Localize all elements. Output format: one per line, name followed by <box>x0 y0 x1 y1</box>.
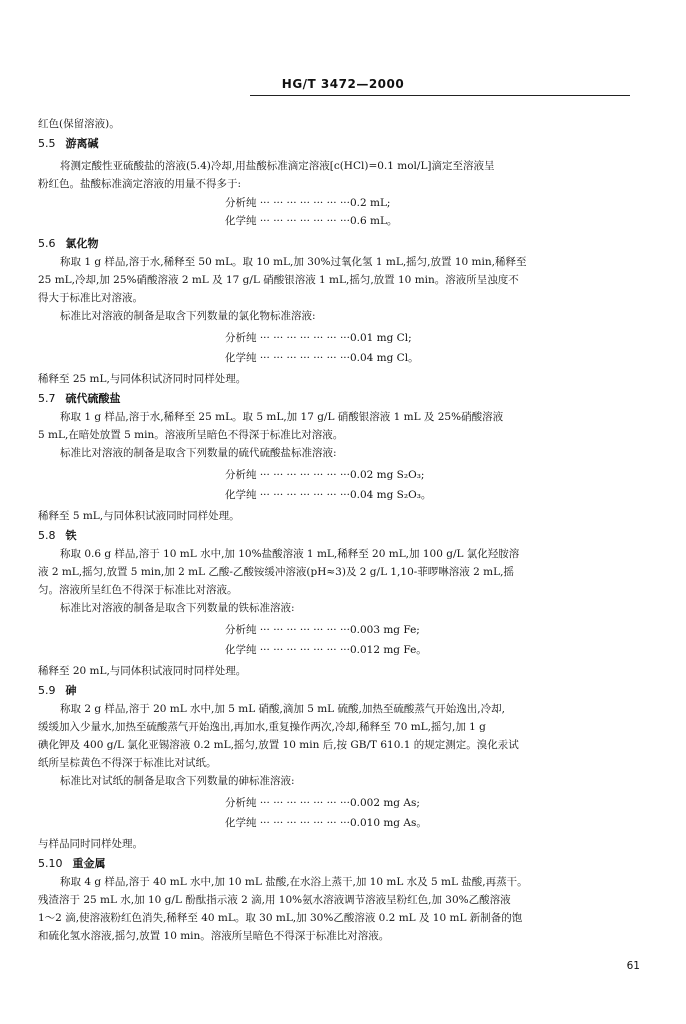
section-title: 砷 <box>65 684 77 697</box>
paragraph-line: 得大于标准比对溶液。 <box>38 292 143 304</box>
paragraph-line: 标准比对试纸的制备是取含下列数量的砷标准溶液: <box>60 775 295 787</box>
section-title: 硫代硫酸盐 <box>65 392 121 405</box>
paragraph-line: 稀释至 5 mL,与同体积试液同时同样处理。 <box>38 510 240 522</box>
paragraph-line: 标准比对溶液的制备是取含下列数量的铁标准溶液: <box>60 602 295 614</box>
paragraph-line: 纸所呈棕黄色不得深于标准比对试纸。 <box>38 757 217 769</box>
paragraph-line: 称取 1 g 样品,溶于水,稀释至 50 mL。取 10 mL,加 30%过氧化氢 1 mL,摇匀,放置 10 min,稀释至 <box>60 256 527 268</box>
header-rule <box>250 95 630 96</box>
paragraph-line: 和硫化氢水溶液,摇匀,放置 10 min。溶液所呈暗色不得深于标准比对溶液。 <box>38 930 390 942</box>
section-number: 5.7 <box>38 392 56 405</box>
section-number: 5.8 <box>38 529 56 542</box>
paragraph-line: 标准比对溶液的制备是取含下列数量的氯化物标准溶液: <box>60 310 316 322</box>
section-number: 5.9 <box>38 684 56 697</box>
standard-code: HG/T 3472—2000 <box>281 77 405 91</box>
spec-line: 分析纯 ··· ··· ··· ··· ··· ··· ···0.02 mg S₂O₃; <box>225 469 425 481</box>
paragraph-line: 称取 0.6 g 样品,溶于 10 mL 水中,加 10%盐酸溶液 1 mL,稀释至 20 mL,加 100 g/L 氯化羟胺溶 <box>60 548 520 560</box>
paragraph-line: 将测定酸性亚硫酸盐的溶液(5.4)冷却,用盐酸标准滴定溶液[c(HCl)=0.1 mol/L]滴定至溶液呈 <box>60 160 495 172</box>
paragraph-line: 残渣溶于 25 mL 水,加 10 g/L 酚酞指示液 2 滴,用 10%氨水溶液调节溶液呈粉红色,加 30%乙酸溶液 <box>38 894 511 906</box>
paragraph-line: 25 mL,冷却,加 25%硝酸溶液 2 mL 及 17 g/L 硝酸银溶液 1 mL,摇匀,放置 10 min。溶液所呈浊度不 <box>38 274 519 286</box>
spec-line: 分析纯 ··· ··· ··· ··· ··· ··· ···0.003 mg Fe; <box>225 624 420 636</box>
section-heading <box>38 390 121 406</box>
paragraph-line: 液 2 mL,摇匀,放置 5 min,加 2 mL 乙酸-乙酸铵缓冲溶液(pH≈3)及 2 g/L 1,10-菲啰啉溶液 2 mL,摇 <box>38 566 514 578</box>
paragraph-line: 稀释至 20 mL,与同体积试液同时同样处理。 <box>38 665 247 677</box>
paragraph-line: 碘化钾及 400 g/L 氯化亚锡溶液 0.2 mL,摇匀,放置 10 min 后,按 GB/T 610.1 的规定测定。溴化汞试 <box>38 739 519 751</box>
spec-line: 化学纯 ··· ··· ··· ··· ··· ··· ···0.04 mg S₂O₃。 <box>225 489 432 501</box>
spec-line: 化学纯 ··· ··· ··· ··· ··· ··· ···0.6 mL。 <box>225 215 398 227</box>
spec-line: 分析纯 ··· ··· ··· ··· ··· ··· ···0.002 mg As; <box>225 797 420 809</box>
section-title: 铁 <box>65 529 77 542</box>
spec-line: 分析纯 ··· ··· ··· ··· ··· ··· ···0.2 mL; <box>225 197 391 209</box>
section-title: 氯化物 <box>65 237 99 250</box>
spec-line: 化学纯 ··· ··· ··· ··· ··· ··· ···0.04 mg Cl。 <box>225 352 419 364</box>
section-heading <box>38 135 99 151</box>
section-heading <box>38 235 99 251</box>
paragraph-line: 稀释至 25 mL,与同体积试济同时同样处理。 <box>38 373 247 385</box>
paragraph-line: 匀。溶液所呈红色不得深于标准比对溶液。 <box>38 584 238 596</box>
paragraph-line: 称取 1 g 样品,溶于水,稀释至 25 mL。取 5 mL,加 17 g/L 硝酸银溶液 1 mL 及 25%硝酸溶液 <box>60 411 504 423</box>
section-title: 游离碱 <box>65 137 99 150</box>
section-number: 5.10 <box>38 857 63 870</box>
paragraph-line: 与样品同时同样处理。 <box>38 838 143 850</box>
section-heading <box>38 682 77 698</box>
spec-line: 化学纯 ··· ··· ··· ··· ··· ··· ···0.010 mg As。 <box>225 817 427 829</box>
paragraph-line: 粉红色。盐酸标准滴定溶液的用量不得多于: <box>38 178 242 190</box>
section-title: 重金属 <box>72 857 106 870</box>
spec-line: 分析纯 ··· ··· ··· ··· ··· ··· ···0.01 mg Cl; <box>225 332 412 344</box>
section-number: 5.5 <box>38 137 56 150</box>
page-number: 61 <box>626 960 640 972</box>
section-heading <box>38 855 106 871</box>
paragraph-line: 标准比对溶液的制备是取含下列数量的硫代硫酸盐标准溶液: <box>60 447 337 459</box>
paragraph-line: 1～2 滴,使溶液粉红色消失,稀释至 40 mL。取 30 mL,加 30%乙酸溶液 0.2 mL 及 10 mL 新制备的饱 <box>38 912 523 924</box>
paragraph-line: 称取 2 g 样品,溶于 20 mL 水中,加 5 mL 硝酸,滴加 5 mL 硫酸,加热至硫酸蒸气开始逸出,冷却, <box>60 703 505 715</box>
section-number: 5.6 <box>38 237 56 250</box>
paragraph-line: 称取 4 g 样品,溶于 40 mL 水中,加 10 mL 盐酸,在水浴上蒸干,加 10 mL 水及 5 mL 盐酸,再蒸干。 <box>60 876 528 888</box>
paragraph-line: 5 mL,在暗处放置 5 min。溶液所呈暗色不得深于标准比对溶液。 <box>38 429 344 441</box>
paragraph-line: 缓缓加入少量水,加热至硫酸蒸气开始逸出,再加水,重复操作两次,冷却,稀释至 70 mL,摇匀,加 1 g <box>38 721 486 733</box>
spec-line: 化学纯 ··· ··· ··· ··· ··· ··· ···0.012 mg Fe。 <box>225 644 427 656</box>
paragraph-line: 红色(保留溶液)。 <box>38 118 120 130</box>
section-heading <box>38 527 77 543</box>
